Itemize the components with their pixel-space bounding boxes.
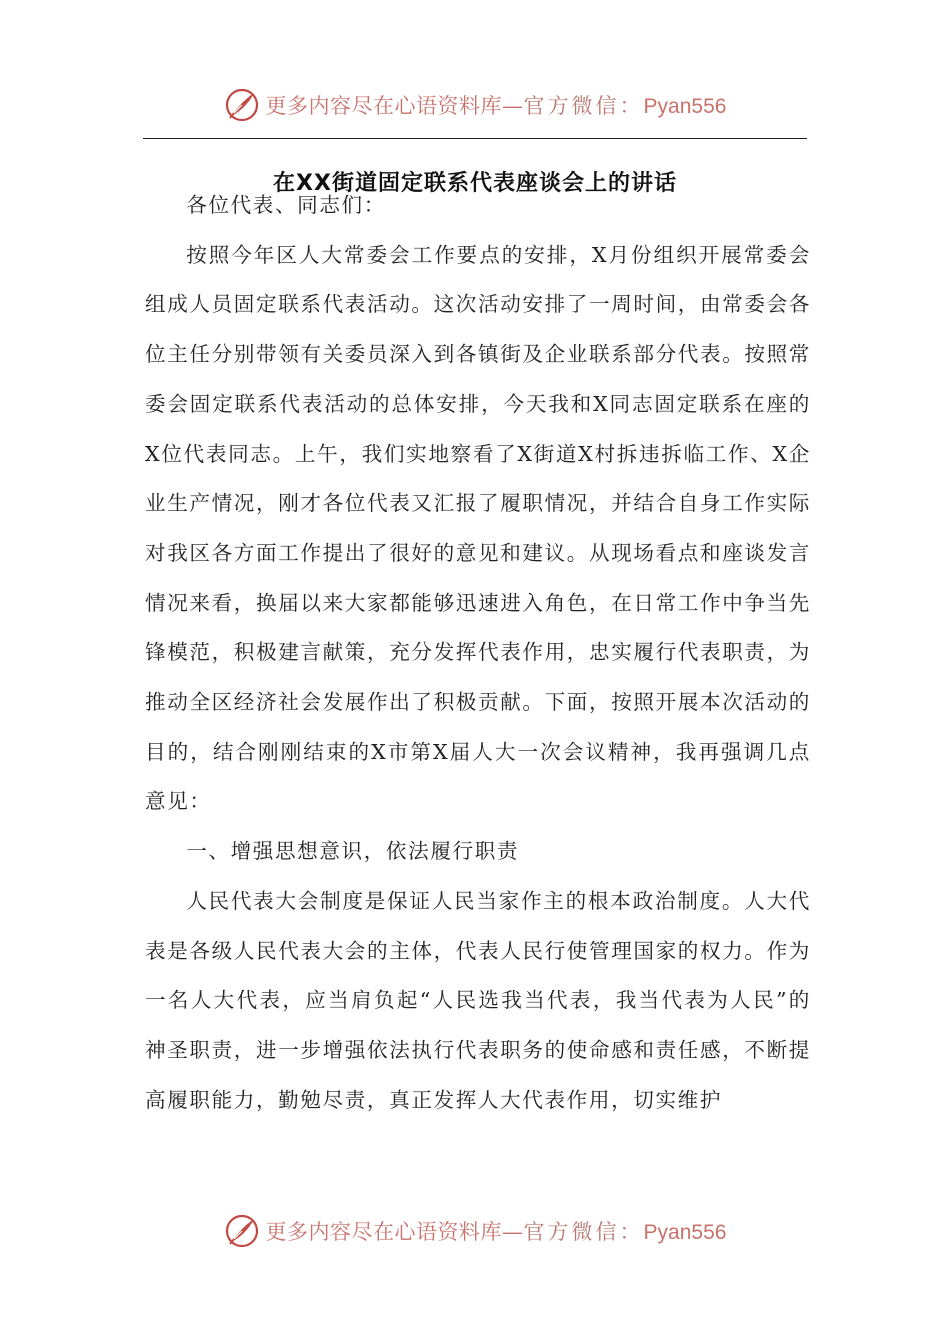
document-body <box>145 181 811 1125</box>
body-paragraph: 按照今年区人大常委会工作要点的安排，X月份组织开展常委会组成人员固定联系代表活动。这次活动安排了一周时间，由常委会各位主任分别带领有关委员深入到各镇街及企业联系部分代表。按照常委会固定联系代表活动的总体安排，今天我和X同志固定联系在座的X位代表同志。上午，我们实地察看了X街道X村拆违拆临工作、X企业生产情况，刚才各位代表又汇报了履职情况，并结合自身工作实际对我区各方面工作提出了很好的意见和建议。从现场看点和座谈发言情况来看，换届以来大家都能够迅速进入角色，在日常工作中争当先锋模范，积极建言献策，充分发挥代表作用，忠实履行代表职责，为推动全区经济社会发展作出了积极贡献。下面，按照开展本次活动的目的，结合刚刚结束的X市第X届人大一次会议精神，我再强调几点意见： <box>145 242 811 814</box>
section-heading: 一、增强思想意识，依法履行职责 <box>186 839 520 864</box>
body-paragraph: 人民代表大会制度是保证人民当家作主的根本政治制度。人大代表是各级人民代表大会的主体，代表人民行使管理国家的权力。作为一名人大代表，应当肩负起“人民选我当代表，我当代表为人民”的神圣职责，进一步增强依法执行代表职务的使命感和责任感，不断提高履职能力，勤勉尽责，真正发挥人大代表作用，切实维护 <box>145 888 811 1112</box>
footer-banner <box>0 1206 950 1256</box>
salutation: 各位代表、同志们： <box>186 193 386 217</box>
header-divider <box>143 138 807 139</box>
banner-brand: 更多内容尽在心语资料库 <box>265 94 503 118</box>
banner-brand: 更多内容尽在心语资料库 <box>265 1220 503 1244</box>
banner-wechat-id: Pyan556 <box>643 95 727 118</box>
banner-text <box>266 90 727 120</box>
banner-wechat-label: 官方微信： <box>523 1220 644 1244</box>
document-title: 在XX街道固定联系代表座谈会上的讲话 <box>273 171 677 196</box>
quill-logo-icon <box>224 1213 260 1249</box>
quill-logo-icon <box>224 87 260 123</box>
banner-wechat-id: Pyan556 <box>643 1221 727 1244</box>
banner-dash: — <box>502 94 524 118</box>
banner-wechat-label: 官方微信： <box>523 94 644 118</box>
header-banner <box>0 80 950 130</box>
banner-dash: — <box>502 1220 524 1244</box>
banner-text <box>266 1216 727 1246</box>
